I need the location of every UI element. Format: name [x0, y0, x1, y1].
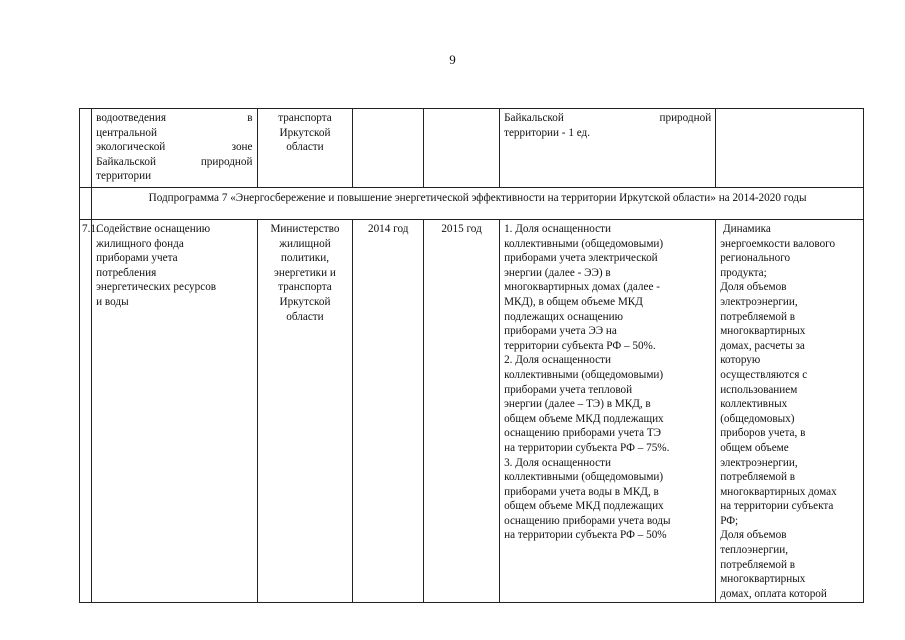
indicator-cell — [716, 109, 864, 188]
text-line: энергии (далее – ТЭ) в МКД, в — [504, 398, 651, 411]
text-line: Доля объемов — [720, 529, 787, 542]
text-line: энергетики и — [274, 266, 336, 279]
text-line: приборов учета, в — [720, 427, 806, 440]
text-line: коллективными (общедомовыми) — [504, 237, 664, 250]
text-line: теплоэнергии, — [720, 544, 789, 557]
table-row — [80, 109, 864, 188]
text-line: (общедомовых) — [720, 412, 795, 425]
text-line: на территории субъекта — [720, 500, 834, 513]
executor-cell — [257, 109, 353, 188]
text-line: многоквартирных домах (далее - — [504, 281, 660, 294]
text-line: приборами учета воды в МКД, в — [504, 485, 659, 498]
text-line: потребляемой в — [720, 558, 796, 571]
text-line: приборами учета ЭЭ на — [504, 325, 617, 338]
row-number-cell: 7.1. — [80, 220, 92, 603]
text-line: коллективных — [720, 398, 788, 411]
text-word: Байкальской — [96, 155, 156, 168]
text-line: области — [286, 141, 324, 154]
text-line — [96, 111, 252, 126]
text-line: которую — [720, 354, 761, 367]
text-word: в — [247, 112, 253, 124]
start-year-cell: 2014 год — [353, 220, 424, 603]
page-number: 9 — [449, 52, 456, 67]
text-line: Иркутской — [279, 295, 331, 308]
row-number-cell — [80, 109, 92, 188]
text-line: 3. Доля оснащенности — [504, 456, 611, 469]
expected-result-cell — [500, 109, 716, 188]
text-word: природной — [200, 155, 253, 168]
text-word: водоотведения — [96, 112, 167, 124]
text-line: общем объеме МКД подлежащих — [504, 500, 664, 513]
start-year-cell — [353, 109, 424, 188]
text-line: приборами учета тепловой — [504, 383, 633, 396]
text-line: центральной — [96, 126, 158, 139]
text-line: энергоемкости валового — [720, 237, 836, 250]
activity-name-cell — [92, 220, 257, 603]
table-row — [80, 188, 864, 220]
text-word: природной — [659, 112, 712, 124]
text-line: многоквартирных — [720, 573, 806, 586]
text-line: потребляемой в — [720, 310, 796, 323]
text-word: зоне — [231, 141, 253, 154]
text-line: на территории субъекта РФ – 75%. — [504, 441, 670, 454]
text-line: многоквартирных домах — [720, 485, 837, 498]
text-line: жилищной — [279, 237, 331, 250]
text-line: политики, — [280, 252, 330, 265]
text-line: оснащению приборами учета ТЭ — [504, 427, 662, 440]
text-line: многоквартирных — [720, 325, 806, 338]
text-line: и воды — [96, 295, 129, 308]
text-line: области — [286, 310, 324, 323]
executor-cell — [257, 220, 353, 603]
text-line: электроэнергии, — [720, 295, 798, 308]
indicator-cell — [716, 220, 864, 603]
text-line: приборами учета — [96, 252, 178, 265]
text-word: экологической — [96, 141, 166, 154]
text-line: общем объеме — [720, 441, 789, 454]
text-line: регионального — [720, 252, 791, 265]
text-line: энергии (далее - ЭЭ) в — [504, 266, 611, 279]
text-line — [504, 111, 711, 126]
end-year-cell — [424, 109, 500, 188]
program-table — [79, 108, 864, 603]
text-line: РФ; — [720, 514, 739, 527]
text-line: домах, расчеты за — [720, 339, 805, 352]
text-line: подлежащих оснащению — [504, 310, 623, 323]
text-line: 1. Доля оснащенности — [504, 223, 611, 235]
text-line: Доля объемов — [720, 281, 787, 294]
text-line: осуществляются с — [720, 368, 808, 381]
text-line: Динамика — [720, 223, 771, 235]
text-line: потребления — [96, 266, 157, 279]
text-line: Иркутской — [279, 126, 331, 139]
text-line: на территории субъекта РФ – 50% — [504, 529, 667, 542]
text-line: общем объеме МКД подлежащих — [504, 412, 664, 425]
text-line: использованием — [720, 383, 798, 396]
text-line: домах, оплата которой — [720, 587, 827, 600]
activity-name-cell — [92, 109, 257, 188]
text-line: МКД), в общем объеме МКД — [504, 295, 643, 308]
text-line: электроэнергии, — [720, 456, 798, 469]
text-line: транспорта — [278, 112, 332, 124]
text-line — [96, 155, 252, 170]
text-line: 2. Доля оснащенности — [504, 354, 611, 367]
text-line: Министерство — [270, 223, 340, 235]
text-line: энергетических ресурсов — [96, 281, 217, 294]
text-line: продукта; — [720, 266, 767, 279]
text-line: потребляемой в — [720, 471, 796, 484]
text-line: жилищного фонда — [96, 237, 184, 250]
expected-result-cell — [500, 220, 716, 603]
text-line: коллективными (общедомовыми) — [504, 368, 664, 381]
text-line: оснащению приборами учета воды — [504, 514, 671, 527]
text-line: территории — [96, 170, 152, 183]
text-line: коллективными (общедомовыми) — [504, 471, 664, 484]
subprogram-title: Подпрограмма 7 «Энергосбережение и повышение энергетической эффективности на территории Иркутской области» на 2014-2020 годы — [92, 188, 864, 220]
table-row — [80, 220, 864, 603]
text-line: транспорта — [278, 281, 332, 294]
text-line: Содействие оснащению — [96, 223, 211, 235]
text-line: территории - 1 ед. — [504, 126, 591, 139]
row-number-cell — [80, 188, 92, 220]
end-year-cell: 2015 год — [424, 220, 500, 603]
text-line: территории субъекта РФ – 50%. — [504, 339, 656, 352]
text-word: Байкальской — [504, 112, 564, 124]
text-line: приборами учета электрической — [504, 252, 658, 265]
text-line — [96, 140, 252, 155]
